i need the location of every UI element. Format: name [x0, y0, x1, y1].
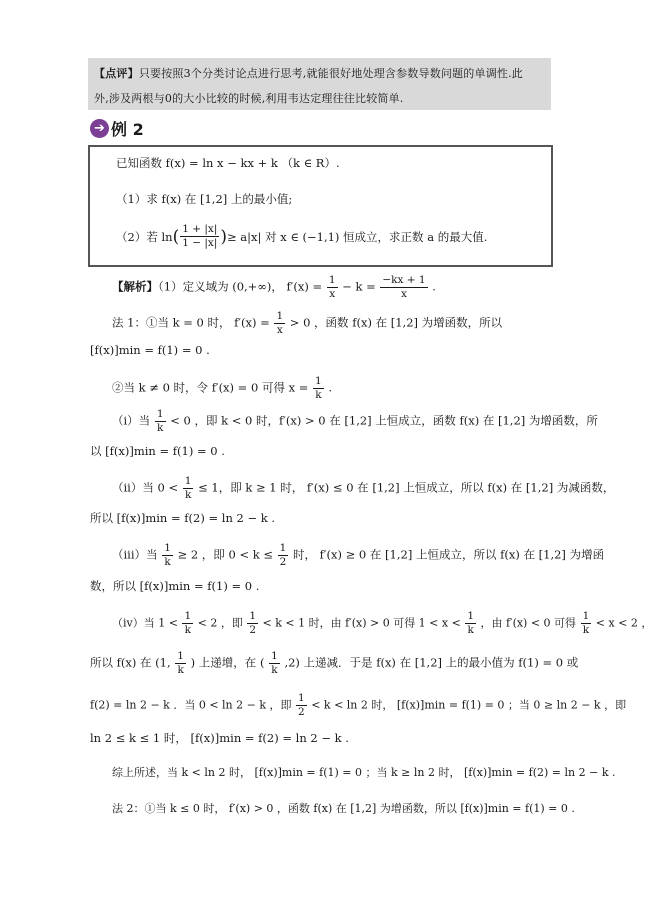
denominator: k	[582, 624, 590, 636]
solution-line-11	[112, 610, 652, 637]
q2-suffix: ≥ a|x| 对 x ∈ (−1,1) 恒成立，求正数 a 的最大值.	[227, 229, 488, 244]
denominator: k	[164, 556, 171, 568]
solution-text: .	[432, 279, 436, 294]
denominator: k	[315, 389, 322, 401]
fraction	[581, 610, 592, 637]
solution-line-12	[90, 650, 578, 677]
numerator: −kx + 1	[382, 274, 426, 286]
numerator: 1	[276, 310, 284, 322]
problem-box	[88, 145, 553, 267]
solution-text: （iii）当	[112, 547, 158, 562]
fraction	[162, 542, 173, 569]
fraction	[465, 610, 476, 637]
solution-text: < k < ln 2 时， [f(x)]min = f(1) = 0 ；当 0 ≥ ln 2 − k ，即	[311, 698, 627, 712]
fraction	[183, 475, 194, 502]
solution-line-16: 法 2：①当 k ≤ 0 时， f′(x) > 0 ，函数 f(x) 在 [1,2] 为增函数，所以 [f(x)]min = f(1) = 0 .	[112, 802, 575, 815]
numerator: 1	[467, 610, 474, 622]
problem-question-2	[116, 223, 487, 250]
solution-line-3: [f(x)]min = f(1) = 0 .	[90, 343, 210, 357]
solution-line-6: 以 [f(x)]min = f(1) = 0 .	[90, 444, 225, 458]
denominator: k	[184, 489, 192, 501]
fraction	[278, 542, 289, 569]
numerator: 1	[328, 274, 336, 286]
solution-line-2	[112, 310, 502, 337]
solution-text: 所以 f(x) 在 (1,	[90, 655, 171, 670]
solution-text: .	[328, 380, 333, 395]
denominator: x	[401, 288, 407, 300]
numerator: 1	[249, 610, 257, 622]
problem-question-1: （1）求 f(x) 在 [1,2] 上的最小值;	[116, 192, 293, 206]
solution-text: f(2) = ln 2 − k ．当 0 < ln 2 − k ，即	[90, 698, 292, 712]
fraction	[313, 375, 324, 402]
solution-line-15: 综上所述，当 k < ln 2 时， [f(x)]min = f(1) = 0 ；当 k ≥ ln 2 时， [f(x)]min = f(2) = ln 2 − k .	[112, 766, 616, 779]
q2-prefix: （2）若 ln	[116, 229, 173, 244]
solution-text: ②当 k ≠ 0 时，令 f′(x) = 0 可得 x =	[112, 380, 309, 395]
solution-text: ,2) 上递减．于是 f(x) 在 [1,2] 上的最小值为 f(1) = 0 或	[284, 655, 579, 670]
fraction	[155, 408, 166, 435]
numerator: 1	[177, 650, 184, 662]
solution-text: < 2 ，即	[197, 616, 243, 630]
comment-tag: 【点评】	[94, 67, 139, 80]
solution-line-10: 数，所以 [f(x)]min = f(1) = 0 .	[90, 579, 260, 593]
numerator: 1	[156, 408, 164, 420]
solution-line-13	[90, 692, 626, 719]
solution-text: < x < 2 ，	[595, 616, 652, 630]
numerator: 1	[164, 542, 171, 554]
q2-numerator: 1 + |x|	[182, 223, 218, 235]
numerator: 1	[279, 542, 287, 554]
q2-fraction	[180, 223, 219, 250]
denominator: 2	[249, 624, 257, 636]
problem-stem: 已知函数 f(x) = ln x − kx + k （k ∈ R）.	[116, 156, 340, 170]
numerator: 1	[298, 692, 305, 704]
solution-text: ) 上递增，在 (	[190, 655, 265, 670]
comment-text-1: 只要按照3个分类讨论点进行思考,就能很好地处理含参数导数问题的单调性.此	[138, 67, 524, 80]
comment-line-1	[94, 61, 551, 86]
solution-text: 法 1：①当 k = 0 时， f′(x) =	[112, 315, 270, 330]
q2-denominator: 1 − |x|	[182, 237, 218, 249]
fraction	[327, 274, 338, 301]
solution-line-9	[112, 542, 604, 569]
solution-text: ≥ 2 ，即 0 < k ≤	[177, 547, 273, 562]
numerator: 1	[184, 475, 192, 487]
fraction	[175, 650, 186, 677]
denominator: x	[329, 288, 336, 300]
denominator: 2	[298, 706, 305, 718]
numerator: 1	[315, 375, 322, 387]
numerator: 1	[184, 610, 192, 622]
example-heading	[90, 116, 144, 140]
fraction	[274, 310, 285, 337]
solution-text: （1）定义域为 (0,+∞)， f′(x) =	[158, 279, 323, 294]
solution-text: > 0 ，函数 f(x) 在 [1,2] 为增函数，所以	[289, 315, 503, 330]
solution-line-14: ln 2 ≤ k ≤ 1 时， [f(x)]min = f(2) = ln 2 − k .	[90, 731, 349, 745]
comment-box	[88, 58, 551, 110]
solution-line-1	[112, 274, 436, 301]
fraction	[380, 274, 427, 301]
paren-left: (	[172, 226, 180, 247]
numerator: 1	[271, 650, 278, 662]
paren-right: )	[220, 226, 227, 247]
fraction	[247, 610, 258, 637]
denominator: k	[177, 664, 184, 676]
solution-text: < k < 1 时，由 f′(x) > 0 可得 1 < x <	[262, 616, 461, 630]
numerator: 1	[582, 610, 590, 622]
arrow-icon: ➔	[90, 119, 109, 138]
denominator: k	[184, 624, 191, 636]
solution-line-8: 所以 [f(x)]min = f(2) = ln 2 − k .	[90, 511, 276, 525]
example-title: 例 2	[111, 119, 144, 139]
solution-text: − k =	[342, 279, 376, 294]
denominator: k	[467, 624, 474, 636]
solution-line-5	[112, 408, 598, 435]
denominator: x	[276, 324, 283, 336]
solution-text: 时， f′(x) ≥ 0 在 [1,2] 上恒成立，所以 f(x) 在 [1,2] 为增函	[293, 547, 605, 562]
denominator: k	[271, 664, 278, 676]
denominator: k	[157, 422, 164, 434]
solution-line-4	[112, 375, 332, 402]
solution-text: （iv）当 1 <	[112, 616, 178, 630]
solution-text: ≤ 1，即 k ≥ 1 时， f′(x) ≤ 0 在 [1,2] 上恒成立，所以 f(x) 在 [1,2] 为减函数，	[198, 480, 615, 495]
fraction	[269, 650, 280, 677]
denominator: 2	[279, 556, 287, 568]
solution-text: （ii）当 0 <	[112, 480, 179, 495]
solution-tag: 【解析】	[112, 279, 158, 294]
comment-line-2: 外,涉及两根与0的大小比较的时候,利用韦达定理往往比较简单.	[94, 92, 404, 105]
fraction	[182, 610, 193, 637]
solution-line-7	[112, 475, 614, 502]
solution-text: ，由 f′(x) < 0 可得	[480, 616, 577, 630]
solution-text: < 0 ，即 k < 0 时，f′(x) > 0 在 [1,2] 上恒成立，函数 f(x) 在 [1,2] 为增函数，所	[170, 413, 598, 428]
solution-text: （i）当	[112, 413, 151, 428]
fraction	[296, 692, 307, 719]
